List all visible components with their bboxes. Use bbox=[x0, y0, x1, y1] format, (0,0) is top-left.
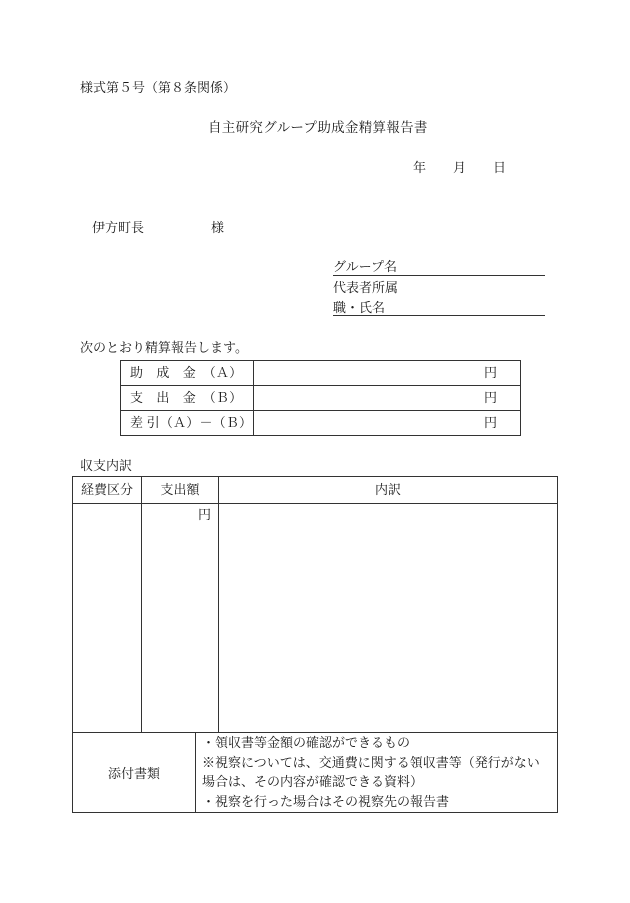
summary-row-unit: 円 bbox=[483, 390, 497, 405]
summary-row-difference bbox=[121, 411, 520, 435]
group-name-label: グループ名 bbox=[333, 259, 397, 274]
addressee-name: 伊方町長 bbox=[92, 220, 145, 235]
attachments-row bbox=[73, 733, 557, 812]
header-expense-category: 経費区分 bbox=[73, 477, 142, 503]
attachments-line: ※視察については、交通費に関する領収書等（発行がない bbox=[202, 754, 540, 770]
document-title: 自主研究グループ助成金精算報告書 bbox=[208, 120, 428, 135]
breakdown-table bbox=[72, 476, 558, 813]
settlement-summary-table bbox=[120, 360, 521, 436]
representative-affiliation-label: 代表者所属 bbox=[333, 280, 399, 295]
summary-row-unit: 円 bbox=[483, 365, 497, 380]
date-year-label: 年 bbox=[413, 160, 427, 175]
summary-row-label: 助 成 金 （Ａ） bbox=[121, 361, 254, 385]
position-name-underline bbox=[333, 315, 545, 316]
attachments-label: 添付書類 bbox=[73, 733, 196, 812]
summary-row-subsidy bbox=[121, 361, 520, 386]
date-month-label: 月 bbox=[453, 160, 467, 175]
date-day-label: 日 bbox=[493, 160, 507, 175]
attachments-list bbox=[196, 733, 557, 812]
attachments-line: 場合は、その内容が確認できる資料） bbox=[202, 774, 424, 789]
header-details: 内訳 bbox=[374, 482, 401, 497]
header-expenditure-amount: 支出額 bbox=[142, 477, 219, 503]
expense-category-cell bbox=[73, 504, 142, 732]
summary-row-unit: 円 bbox=[483, 415, 497, 430]
summary-row-expenditure bbox=[121, 386, 520, 411]
form-number: 様式第５号（第８条関係） bbox=[80, 80, 237, 95]
summary-row-label: 差 引（Ａ）－（Ｂ） bbox=[121, 411, 254, 435]
breakdown-header-row bbox=[73, 477, 557, 504]
expenditure-amount-unit: 円 bbox=[142, 504, 219, 732]
attachments-line: ・領収書等金額の確認ができるもの bbox=[202, 735, 411, 750]
addressee-honorific: 様 bbox=[211, 220, 225, 235]
breakdown-heading: 収支内訳 bbox=[80, 458, 133, 473]
attachments-line: ・視察を行った場合はその視察先の報告書 bbox=[202, 793, 450, 809]
intro-text: 次のとおり精算報告します。 bbox=[80, 340, 248, 355]
summary-row-label: 支 出 金 （Ｂ） bbox=[121, 386, 254, 410]
breakdown-body-row bbox=[73, 504, 557, 733]
group-name-underline bbox=[333, 275, 545, 276]
details-cell bbox=[219, 504, 557, 732]
position-name-label: 職・氏名 bbox=[333, 300, 386, 315]
